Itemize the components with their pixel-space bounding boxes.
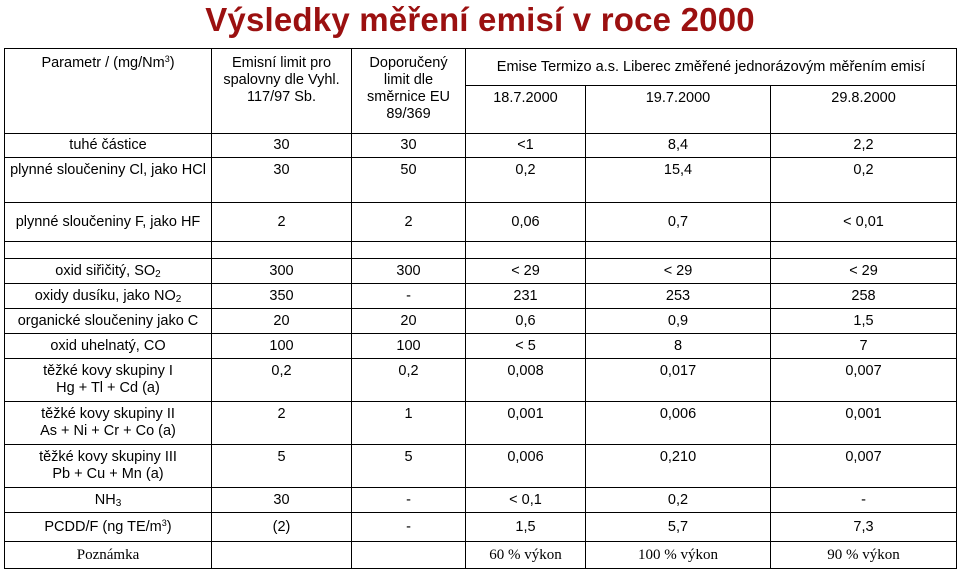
- value-cell: 0,017: [586, 359, 771, 402]
- param-cell: organické sloučeniny jako C: [5, 309, 212, 334]
- table-row: [5, 134, 957, 158]
- table-row: [5, 284, 957, 309]
- header-row: [5, 49, 957, 86]
- value-cell: < 29: [771, 259, 957, 284]
- header-date-3: 29.8.2000: [771, 86, 957, 134]
- table-row: [5, 203, 957, 242]
- note-row: [5, 542, 957, 569]
- param-cell: oxid uhelnatý, CO: [5, 334, 212, 359]
- table-row: [5, 334, 957, 359]
- spacer-cell: [466, 242, 586, 259]
- table-row: [5, 513, 957, 542]
- recommended-cell: 20: [352, 309, 466, 334]
- spacer-cell: [5, 242, 212, 259]
- table-row: [5, 445, 957, 488]
- recommended-cell: -: [352, 488, 466, 513]
- value-cell: < 0,1: [466, 488, 586, 513]
- value-cell: < 0,01: [771, 203, 957, 242]
- value-cell: 0,001: [771, 402, 957, 445]
- recommended-cell: 2: [352, 203, 466, 242]
- recommended-cell: 0,2: [352, 359, 466, 402]
- value-cell: 1,5: [771, 309, 957, 334]
- table-row: [5, 309, 957, 334]
- recommended-cell: 100: [352, 334, 466, 359]
- note-empty-cell: [352, 542, 466, 569]
- header-date-1: 18.7.2000: [466, 86, 586, 134]
- param-cell: $NH_3$: [5, 488, 212, 513]
- recommended-cell: 5: [352, 445, 466, 488]
- value-cell: 0,7: [586, 203, 771, 242]
- limit-cell: 30: [212, 158, 352, 203]
- param-cell: oxidy dusíku, jako $NO_2$: [5, 284, 212, 309]
- recommended-cell: 50: [352, 158, 466, 203]
- value-cell: 0,008: [466, 359, 586, 402]
- limit-cell: 30: [212, 488, 352, 513]
- spacer-cell: [212, 242, 352, 259]
- value-cell: 0,06: [466, 203, 586, 242]
- header-recommended: Doporučený limit dle směrnice EU 89/369: [352, 49, 466, 134]
- emissions-table: [4, 48, 957, 569]
- value-cell: 5,7: [586, 513, 771, 542]
- value-cell: 8: [586, 334, 771, 359]
- value-cell: 0,006: [586, 402, 771, 445]
- value-cell: 0,9: [586, 309, 771, 334]
- page-title: Výsledky měření emisí v roce 2000: [205, 1, 755, 38]
- header-emission: Emise Termizo a.s. Liberec změřené jednorázovým měřením emisí: [466, 49, 957, 86]
- value-cell: 1,5: [466, 513, 586, 542]
- value-cell: < 29: [586, 259, 771, 284]
- limit-cell: 350: [212, 284, 352, 309]
- value-cell: < 5: [466, 334, 586, 359]
- value-cell: 0,6: [466, 309, 586, 334]
- param-cell: těžké kovy skupiny III Pb + Cu + Mn (a): [5, 445, 212, 488]
- param-cell: tuhé částice: [5, 134, 212, 158]
- param-cell: oxid siřičitý, $SO_2$: [5, 259, 212, 284]
- value-cell: 258: [771, 284, 957, 309]
- table-row: [5, 488, 957, 513]
- table-row: [5, 158, 957, 203]
- header-date-2: 19.7.2000: [586, 86, 771, 134]
- value-cell: 7,3: [771, 513, 957, 542]
- header-parameter: Parametr / (mg/Nm$^3$): [5, 49, 212, 134]
- value-cell: 0,007: [771, 445, 957, 488]
- limit-cell: 2: [212, 402, 352, 445]
- recommended-cell: 30: [352, 134, 466, 158]
- value-cell: 8,4: [586, 134, 771, 158]
- value-cell: 0,007: [771, 359, 957, 402]
- note-label: Poznámka: [5, 542, 212, 569]
- value-cell: 0,2: [586, 488, 771, 513]
- recommended-cell: -: [352, 284, 466, 309]
- spacer-cell: [771, 242, 957, 259]
- spacer-row: [5, 242, 957, 259]
- param-cell: PCDD/F (ng $TE/m^3$): [5, 513, 212, 542]
- spacer-cell: [586, 242, 771, 259]
- value-cell: 0,2: [771, 158, 957, 203]
- param-cell: plynné sloučeniny F, jako HF: [5, 203, 212, 242]
- limit-cell: 20: [212, 309, 352, 334]
- limit-cell: (2): [212, 513, 352, 542]
- value-cell: 2,2: [771, 134, 957, 158]
- header-limit: Emisní limit pro spalovny dle Vyhl. 117/97 Sb.: [212, 49, 352, 134]
- limit-cell: 2: [212, 203, 352, 242]
- recommended-cell: 1: [352, 402, 466, 445]
- param-cell: plynné sloučeniny Cl, jako HCl: [5, 158, 212, 203]
- value-cell: 0,001: [466, 402, 586, 445]
- table-row: [5, 359, 957, 402]
- value-cell: 0,210: [586, 445, 771, 488]
- value-cell: 253: [586, 284, 771, 309]
- recommended-cell: -: [352, 513, 466, 542]
- value-cell: <1: [466, 134, 586, 158]
- value-cell: 15,4: [586, 158, 771, 203]
- value-cell: 0,2: [466, 158, 586, 203]
- value-cell: 231: [466, 284, 586, 309]
- table-row: [5, 402, 957, 445]
- param-cell: těžké kovy skupiny I Hg + Tl + Cd (a): [5, 359, 212, 402]
- spacer-cell: [352, 242, 466, 259]
- limit-cell: 0,2: [212, 359, 352, 402]
- value-cell: 7: [771, 334, 957, 359]
- table-row: [5, 259, 957, 284]
- value-cell: 0,006: [466, 445, 586, 488]
- param-cell: těžké kovy skupiny II As + Ni + Cr + Co (a): [5, 402, 212, 445]
- limit-cell: 5: [212, 445, 352, 488]
- note-empty-cell: [212, 542, 352, 569]
- note-value-cell: 90 % výkon: [771, 542, 957, 569]
- limit-cell: 300: [212, 259, 352, 284]
- limit-cell: 30: [212, 134, 352, 158]
- note-value-cell: 60 % výkon: [466, 542, 586, 569]
- note-value-cell: 100 % výkon: [586, 542, 771, 569]
- value-cell: < 29: [466, 259, 586, 284]
- limit-cell: 100: [212, 334, 352, 359]
- recommended-cell: 300: [352, 259, 466, 284]
- value-cell: -: [771, 488, 957, 513]
